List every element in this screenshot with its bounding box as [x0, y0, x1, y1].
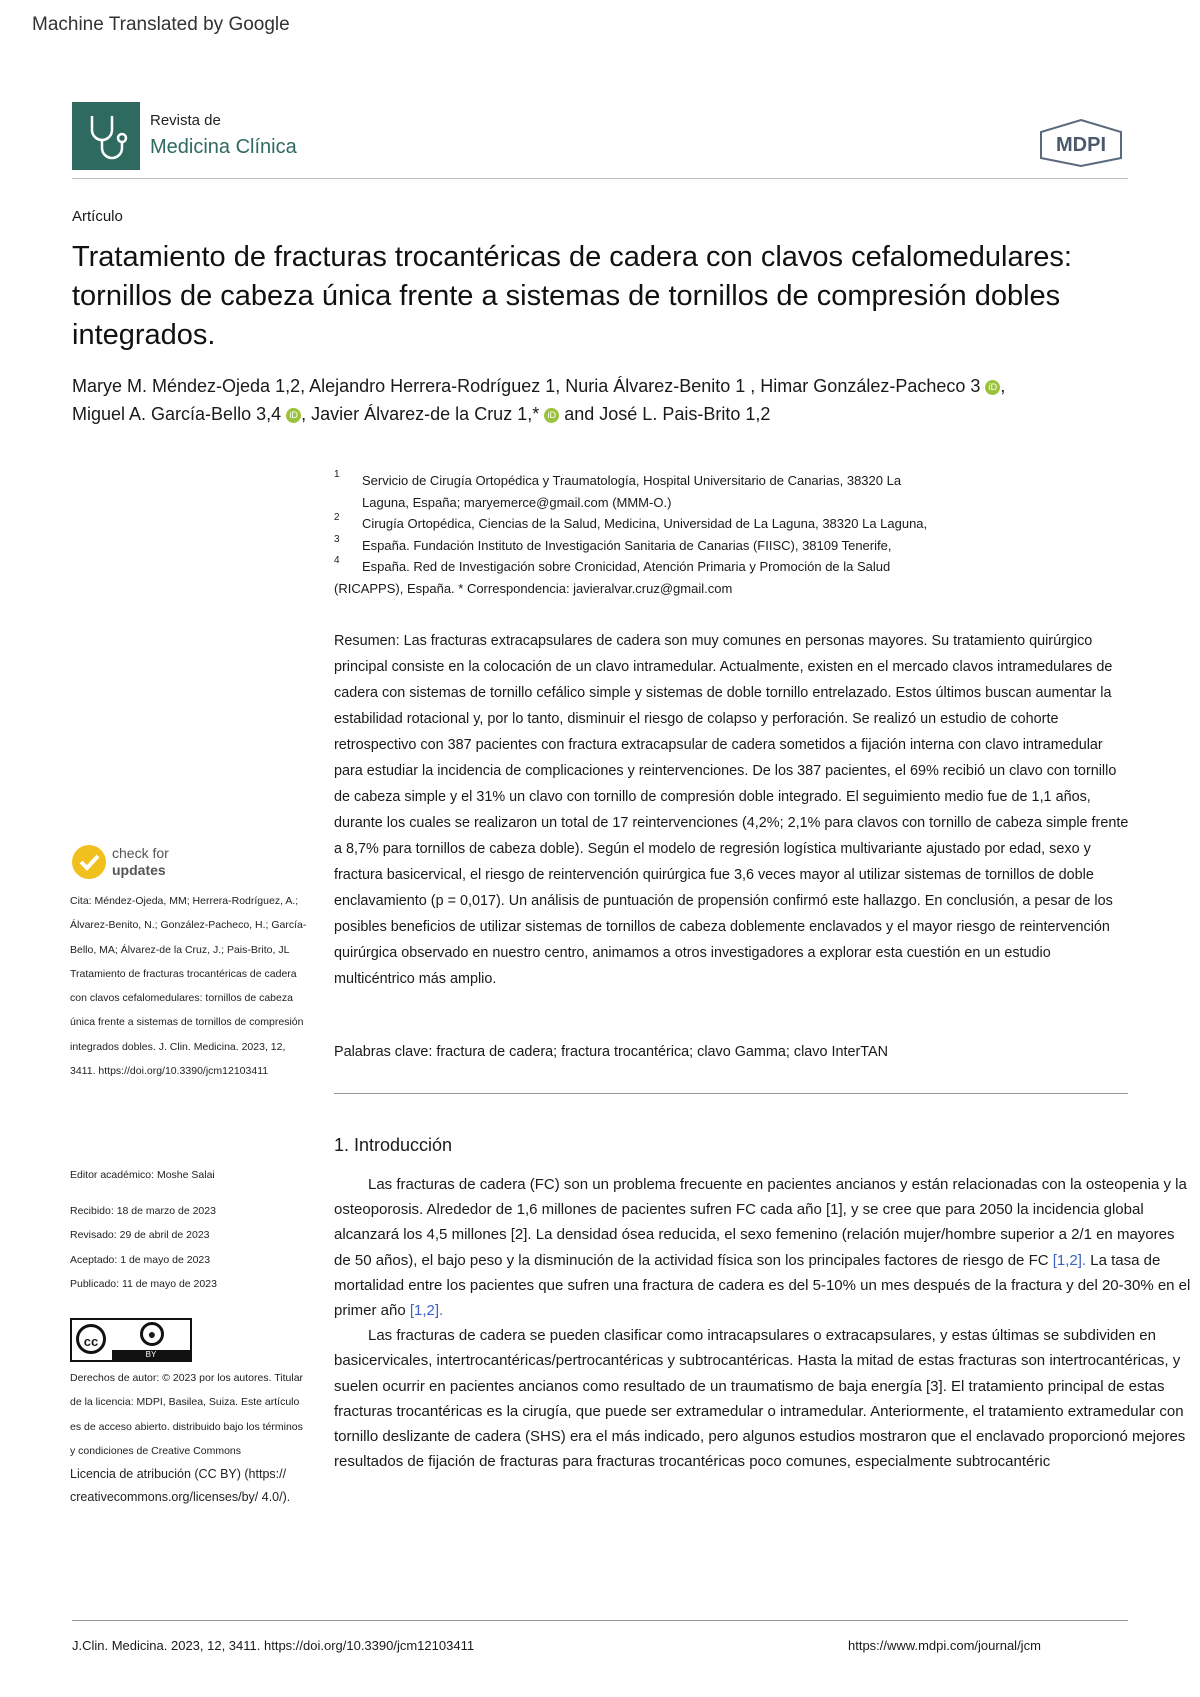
- affiliation-text: Laguna, España; maryemerce@gmail.com (MMM-O.): [362, 494, 672, 510]
- by-label: BY: [112, 1350, 190, 1360]
- affiliation-text: Servicio de Cirugía Ortopédica y Traumatología, Hospital Universitario de Canarias, 38320 La: [362, 473, 902, 488]
- reference-link[interactable]: [1,2].: [1052, 1251, 1087, 1269]
- journal-logo: [72, 102, 140, 170]
- paragraph: [334, 1172, 1194, 1323]
- cc-icon: cc: [76, 1324, 106, 1354]
- check-label: check for: [112, 845, 169, 861]
- published-date: Publicado: 11 de mayo de 2023: [70, 1277, 217, 1290]
- section-heading: 1. Introducción: [334, 1135, 453, 1155]
- article-type: Artículo: [72, 208, 123, 225]
- affiliations: [334, 470, 1034, 599]
- received-date: Recibido: 18 de marzo de 2023: [70, 1205, 216, 1217]
- mdpi-logo: [1038, 118, 1124, 168]
- attribution-icon: ●: [140, 1322, 164, 1346]
- paragraph: Las fracturas de cadera se pueden clasificar como intracapsulares o extracapsulares, y estas últimas se subdividen en basicervicales, intertrocantéricas/pertrocantéricas y subtrocantéricas. Hasta la mitad de estas fracturas son intertrocantéricas, y suelen ocurrir en pacientes ancianos como resultado de un traumatismo de baja energía [3]. El tratamiento principal de estas fracturas trocantéricas es la cirugía, que puede ser extramedular o intramedular. Anteriormente, el tratamiento extramedular con tornillo deslizante de cadera (SHS) era el más indicado, pero algunos estudios mostraron que el enclavado proporcionó mejores resultados de fijación de fracturas para fracturas trocantéricas poco comunes, especialmente subtrocantéric: [334, 1327, 1186, 1471]
- affiliation-number: 4: [334, 555, 340, 566]
- check-icon: [72, 845, 106, 879]
- publisher-name: MDPI: [1056, 134, 1106, 156]
- orcid-icon[interactable]: iD: [985, 380, 1000, 395]
- affiliation-number: 2: [334, 512, 340, 523]
- authors-line-2a: Miguel A. García-Bello 3,4: [72, 404, 282, 424]
- reference-link[interactable]: [1,2].: [409, 1302, 444, 1320]
- cc-by-license-badge[interactable]: [70, 1318, 192, 1362]
- authors-line-2b: , Javier Álvarez-de la Cruz 1,*: [301, 404, 540, 424]
- publication-dates: [70, 1199, 310, 1296]
- authors-line-1: Marye M. Méndez-Ojeda 1,2, Alejandro Herrera-Rodríguez 1, Nuria Álvarez-Benito 1 , Himar González-Pacheco 3: [72, 376, 981, 396]
- check-for-updates-badge[interactable]: [72, 845, 192, 885]
- license-link[interactable]: Licencia de atribución (CC BY) (https:// creativecommons.org/licenses/by/ 4.0/).: [70, 1467, 291, 1505]
- stethoscope-icon: [72, 102, 140, 170]
- journal-name: Medicina Clínica: [150, 136, 297, 158]
- revised-date: Revisado: 29 de abril de 2023: [70, 1229, 210, 1242]
- introduction-body: [334, 1172, 1194, 1474]
- license-info: [70, 1366, 310, 1509]
- paragraph-text: Las fracturas de cadera (FC) son un problema frecuente en pacientes ancianos y están relacionadas con la osteopenia y la osteoporosis. Alrededor de 1,6 millones de pacientes sufren FC cada año [1], y se cree que para 2050 la incidencia global alcanzará los 4,5 millones [2]. La densidad ósea reducida, el sexo femenino (relación mujer/hombre superior a 2/1 en mayores de 50 años), el bajo peso y la disminución de la actividad física son los principales factores de riesgo de FC: [334, 1176, 1187, 1269]
- journal-prefix: Revista de: [150, 112, 221, 129]
- affiliation-text: (RICAPPS), España. * Correspondencia: javieralvar.cruz@gmail.com: [334, 580, 733, 596]
- orcid-icon[interactable]: iD: [286, 408, 301, 423]
- translation-banner: Machine Translated by Google: [32, 14, 290, 35]
- keywords-divider: [334, 1093, 1128, 1094]
- affiliation-number: 1: [334, 469, 340, 480]
- abstract: Resumen: Las fracturas extracapsulares de cadera son muy comunes en personas mayores. Su tratamiento quirúrgico principal consiste en la colocación de un clavo intramedular. Actualmente, existen en el mercado clavos intramedulares de cadera con sistemas de tornillo cefálico simple y sistemas de doble tornillo entrelazado. Estos últimos buscan aumentar la estabilidad rotacional y, por lo tanto, disminuir el riesgo de colapso y perforación. Se realizó un estudio de cohorte retrospectivo con 387 pacientes con fractura extracapsular de cadera sometidos a fijación interna con clavo intramedular para estudiar la incidencia de complicaciones y reintervenciones. De los 387 pacientes, el 69% recibió un clavo con tornillo de cabeza simple y el 31% un clavo con tornillo de compresión doble integrado. El seguimiento medio fue de 1,1 años, durante los cuales se realizaron un total de 17 reintervenciones (4,2%; 2,1% para clavos con tornillo de cabeza simple frente a 8,7% para tornillos de cabeza doble). Según el modelo de regresión logística multivariante ajustado por edad, sexo y fractura basicervical, el riesgo de reintervención quirúrgica fue 3,6 veces mayor al utilizar sistemas de tornillos de doble enclavamiento (p = 0,017). Un análisis de puntuación de propensión confirmó este hallazgo. En conclusión, a pesar de los posibles beneficios de utilizar sistemas de tornillos de cabeza doblemente enclavados y el mayor riesgo de reintervención quirúrgica observado en nuestro centro, animamos a otros investigadores a explorar esta cuestión en un estudio multicéntrico más amplio.: [334, 633, 1129, 987]
- authors-line-2c: and José L. Pais-Brito 1,2: [564, 404, 771, 424]
- keywords: Palabras clave: fractura de cadera; fractura trocantérica; clavo Gamma; clavo InterTAN: [334, 1044, 889, 1060]
- affiliation-text: España. Red de Investigación sobre Cronicidad, Atención Primaria y Promoción de la Salud: [362, 559, 891, 574]
- footer-divider: [72, 1620, 1128, 1621]
- academic-editor: Editor académico: Moshe Salai: [70, 1169, 215, 1181]
- updates-label: updates: [112, 862, 166, 878]
- paragraph-text: La tasa de mortalidad entre los pacientes que sufren una fractura de cadera es del 5-10% un mes después de la fractura y del 20-30% en el primer año: [334, 1251, 1191, 1320]
- affiliation-number: 3: [334, 533, 340, 545]
- orcid-icon[interactable]: iD: [544, 408, 559, 423]
- footer-journal-url[interactable]: https://www.mdpi.com/journal/jcm: [848, 1638, 1041, 1653]
- header-divider: [72, 178, 1128, 179]
- accepted-date: Aceptado: 1 de mayo de 2023: [70, 1253, 211, 1266]
- citation: Cita: Méndez-Ojeda, MM; Herrera-Rodríguez, A.; Álvarez-Benito, N.; González-Pacheco, H.; García-Bello, MA; Álvarez-de la Cruz, J.; Pais-Brito, JL Tratamiento de fracturas trocantéricas de cadera con clavos cefalomedulares: tornillos de cabeza única frente a sistemas de tornillos de compresión integrados dobles. J. Clin. Medicina. 2023, 12, 3411. https://doi.org/10.3390/jcm12103411: [70, 895, 307, 1078]
- article-title: Tratamiento de fracturas trocantéricas de cadera con clavos cefalomedulares: tornillos de cabeza única frente a sistemas de tornillos de compresión dobles integrados.: [72, 241, 1072, 351]
- footer-citation[interactable]: J.Clin. Medicina. 2023, 12, 3411. https://doi.org/10.3390/jcm12103411: [72, 1638, 475, 1653]
- affiliation-text: España. Fundación Instituto de Investigación Sanitaria de Canarias (FIISC), 38109 Tenerife,: [362, 537, 892, 553]
- affiliation-text: Cirugía Ortopédica, Ciencias de la Salud, Medicina, Universidad de La Laguna, 38320 La Laguna,: [362, 516, 928, 531]
- copyright-notice: Derechos de autor: © 2023 por los autores. Titular de la licencia: MDPI, Basilea, Suiza. Este artículo es de acceso abierto. distribuido bajo los términos y condiciones de Creative Commons: [70, 1372, 304, 1457]
- author-list: Marye M. Méndez-Ojeda 1,2, Alejandro Herrera-Rodríguez 1, Nuria Álvarez-Benito 1 , Himar González-Pacheco 3 iD , Miguel A. García-Bello 3,4 iD , Javier Álvarez-de la Cruz 1,* iD and José L. Pais-Brito 1,2: [72, 376, 1006, 424]
